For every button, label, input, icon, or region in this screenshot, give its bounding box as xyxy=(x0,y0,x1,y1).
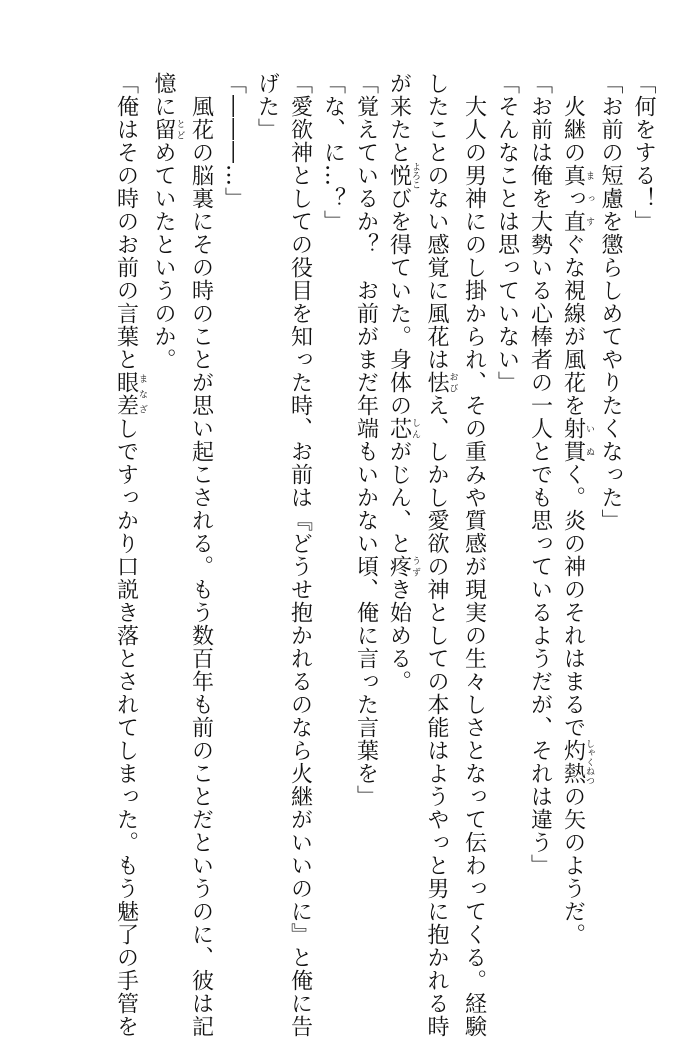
furigana: 悦よろこ xyxy=(386,162,420,189)
furigana: 怯おび xyxy=(424,371,458,394)
text-line: 「そんなことは思っていない」 xyxy=(494,72,520,394)
text-line: 「お前の短慮を懲らしめてやりたくなった」 xyxy=(598,72,623,532)
furigana: 疼うず xyxy=(386,555,420,578)
text-line: げた」 xyxy=(254,72,280,141)
text-line: 「愛欲神としての役目を知った時、お前は『どうせ抱かれるのなら火継がいいのに』と俺に告 xyxy=(287,72,313,1038)
furigana: 真っ直まっす xyxy=(560,164,594,233)
text-line: 風花の脳裏にその時のことが思い起こされる。もう数百年も前のことだというのに、彼は記 xyxy=(188,72,214,1038)
text-line: したことのない感覚に風花は怯おびえ、しかし愛欲の神としての本能はようやっと男に抱かれる時 xyxy=(424,72,458,1038)
furigana: 灼熱しゃくねつ xyxy=(560,739,594,785)
furigana: 射貫いぬ xyxy=(560,417,594,463)
furigana: 芯しん xyxy=(386,417,420,440)
text-line: が来たと悦よろこびを得ていた。身体の芯しんがじん、と疼うずき始める。 xyxy=(386,72,420,693)
text-line: 「何をする！」 xyxy=(631,72,656,233)
text-line: 「―――…」 xyxy=(221,72,247,210)
text-line: 火継の真っ直まっすぐな視線が風花を射貫いぬく。炎の神のそれはまるで灼熱しゃくねつの矢のようだ。 xyxy=(560,72,594,946)
furigana: 眼差まなざ xyxy=(113,371,147,417)
text-line: 大人の男神にのし掛かられ、その重みや質感が現実の生々しさとなって伝わってくる。経験 xyxy=(461,72,487,1038)
vertical-text-body xyxy=(20,72,660,1038)
text-line: 「俺はその時のお前の言葉と眼差まなざしですっかり口説き落とされてしまった。もう魅了の手管を xyxy=(113,72,147,1038)
text-line: 「覚えているか？ お前がまだ年端もいかない頃、俺に言った言葉を」 xyxy=(353,72,379,808)
furigana: 留とど xyxy=(151,118,185,141)
text-line: 「お前は俺を大勢いる心棒者の一人とでも思っているようだが、それは違う」 xyxy=(527,72,553,877)
text-line: 憶に留とどめていたというのか。 xyxy=(151,72,185,371)
text-line: 「な、に…？」 xyxy=(320,72,346,233)
